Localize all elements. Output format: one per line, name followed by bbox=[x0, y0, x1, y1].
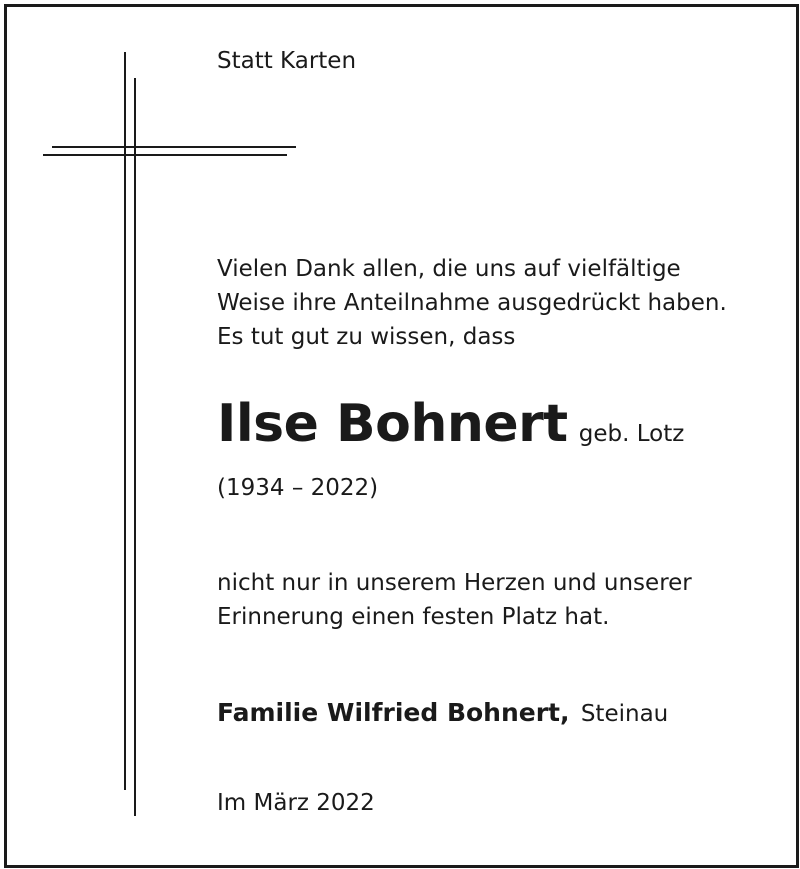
memory-paragraph bbox=[217, 566, 692, 634]
family-place: Steinau bbox=[580, 701, 669, 727]
thanks-line-3: Es tut gut zu wissen, dass bbox=[217, 324, 516, 350]
notice-date: Im März 2022 bbox=[217, 790, 375, 816]
cross-horizontal-line-1 bbox=[52, 146, 296, 148]
thanks-paragraph bbox=[217, 252, 727, 320]
family-signature bbox=[217, 698, 668, 727]
thanks-line-1: Vielen Dank allen, die uns auf vielfältige bbox=[217, 256, 681, 282]
maiden-name: geb. Lotz bbox=[578, 421, 685, 447]
deceased-name-line bbox=[217, 394, 684, 454]
family-name: Familie Wilfried Bohnert, bbox=[217, 698, 570, 727]
thanks-line-2: Weise ihre Anteilnahme ausgedrückt haben. bbox=[217, 290, 727, 316]
life-dates: (1934 – 2022) bbox=[217, 475, 379, 501]
notice-header: Statt Karten bbox=[217, 48, 357, 74]
cross-vertical-line-1 bbox=[124, 52, 126, 790]
memory-line-1: nicht nur in unserem Herzen und unserer bbox=[217, 570, 692, 596]
deceased-name: Ilse Bohnert bbox=[217, 394, 568, 454]
cross-horizontal-line-2 bbox=[43, 154, 287, 156]
cross-vertical-line-2 bbox=[134, 78, 136, 816]
memory-line-2: Erinnerung einen festen Platz hat. bbox=[217, 604, 610, 630]
